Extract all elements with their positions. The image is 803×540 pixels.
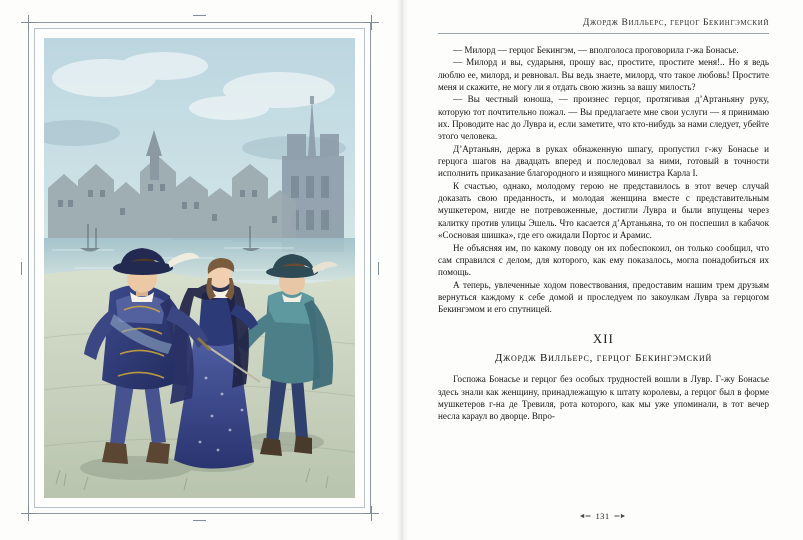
corner-ornament-bottom-left [21,506,36,521]
edge-ornament-top [193,15,206,16]
paragraph: — Милорд — герцог Бекингэм, — вполголоса проговорила г-жа Бонасье. [453,45,739,55]
corner-ornament-bottom-right [364,506,379,521]
page-folio [402,511,803,521]
body-text [438,44,769,423]
running-head: Джордж Вилльерс, герцог Бекингэмский [582,18,769,28]
edge-ornament-right [378,262,379,275]
chapter-title: Джордж Вилльерс, герцог Бекингэмский [494,351,713,364]
illustration-image [44,38,355,498]
paragraph: — Милорд и вы, сударыня, прошу вас, простите, простите меня!.. Но я ведь люблю ее, милорд, и ревновал. Вы ведь знаете, милорд, что такое любовь! Простите меня и скажите, не могу ли я отдать свою жизнь за вашу милость? [438,57,769,93]
chapter-number: XII [593,331,614,346]
folio-ornament-right: ═► [614,511,627,520]
folio-ornament-left: ◄═ [578,511,591,520]
running-head-rule [438,33,769,34]
right-page [402,0,803,540]
paragraph: Госпожа Бонасье и герцог без особых трудностей вошли в Лувр. Г-жу Бонасье здесь знали как женщину, принадлежащую к штату королевы, а герцог был в форме мушкетеров г-на де Тревиля, рота которого, как мы уже упоминали, в тот вечер несла караул во дворце. Впро- [438,374,769,422]
corner-ornament-top-right [364,15,379,30]
paragraph: — Вы честный юноша, — произнес герцог, протягивая д’Артаньяну руку, которую тот почтительно пожал. — Вы предлагаете мне свои услуги — я принимаю их. Проводите нас до Лувра и, если заметите, что кто-нибудь за нами следует, убейте этого человека. [438,94,769,142]
chapter-heading [438,333,769,365]
paragraph: К счастью, однако, молодому герою не представилось в этот вечер случай доказать свою преданность, и молодая женщина вместе с представительным мушкетером, нигде не потревоженные, достигли Лувра и были впущены через калитку против улицы Эшель. Что касается д’Артаньяна, то он поспешил в кабачок «Сосновая шишка», где его ожидали Портос и Арамис. [438,180,769,241]
paragraph: Д’Артаньян, держа в руках обнаженную шпагу, пропустил г-жу Бонасье и герцога шагов на двадцать вперед и последовал за ними, готовый в точности исполнить приказание благородного и изящного министра Карла I. [438,143,769,179]
edge-ornament-left [21,262,22,275]
paragraph: А теперь, увлеченные ходом повествования, предоставим нашим трем друзьям вернуться каждому к себе домой и проследуем по закоулкам Лувра за герцогом Бекингэмом и его спутницей. [438,279,769,315]
paragraph: Не объясняя им, по какому поводу он их побеспокоил, он только сообщил, что сам справился с делом, для которого, как ему показалось, могла понадобиться их помощь. [438,242,769,278]
corner-ornament-top-left [21,15,36,30]
edge-ornament-bottom [193,520,206,521]
page-number: 131 [595,511,610,521]
